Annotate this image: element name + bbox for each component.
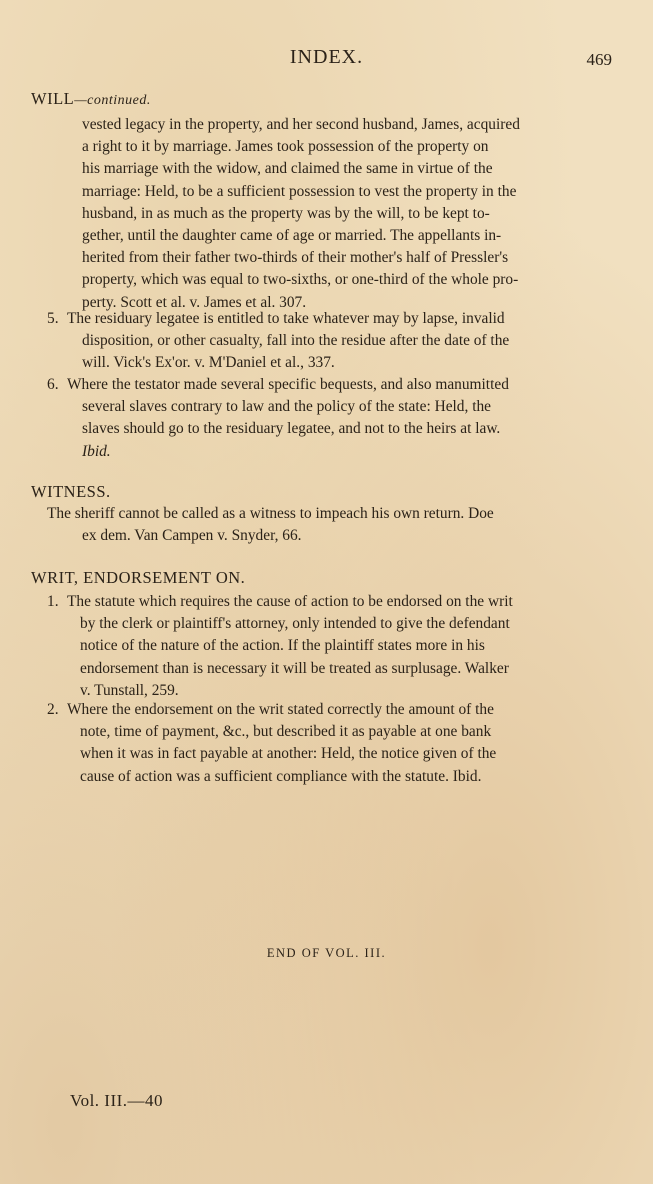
text-line: note, time of payment, &c., but described it as payable at one bank — [80, 723, 492, 741]
text-line: The sheriff cannot be called as a witness to impeach his own return. Doe — [47, 505, 494, 522]
page-header-title: INDEX. — [289, 46, 364, 68]
text-line: endorsement than is necessary it will be treated as surplusage. Walker — [80, 659, 509, 677]
section-heading-will — [31, 88, 151, 112]
text-line: herited from their father two-thirds of their mother's half of Pressler's — [82, 249, 509, 267]
text-line: Where the testator made several specific bequests, and also manumitted — [67, 376, 509, 393]
text-line: The statute which requires the cause of action to be endorsed on the writ — [67, 593, 513, 610]
page-number: 469 — [586, 50, 612, 69]
section-heading-witness: WITNESS. — [31, 482, 111, 501]
entry-number: 5. — [47, 310, 59, 327]
entry-number: 6. — [47, 376, 59, 393]
text-line: cause of action was a sufficient compliance with the statute. Ibid. — [80, 767, 482, 785]
text-line: will. Vick's Ex'or. v. M'Daniel et al., 337. — [82, 354, 335, 372]
text-line: v. Tunstall, 259. — [80, 681, 179, 699]
witness-entry — [47, 503, 613, 547]
text-line: a right to it by marriage. James took possession of the property on — [82, 138, 489, 156]
end-of-volume-note: END OF VOL. III. — [266, 946, 387, 960]
text-line: when it was in fact payable at another: Held, the notice given of the — [80, 745, 497, 763]
text-line: property, which was equal to two-sixths, or one-third of the whole pro- — [82, 271, 519, 289]
writ-entry-1 — [67, 591, 613, 702]
signature-mark: Vol. III.—40 — [70, 1091, 164, 1110]
text-line: The residuary legatee is entitled to take whatever may by lapse, invalid — [67, 310, 505, 327]
text-line: his marriage with the widow, and claimed the same in virtue of the — [82, 160, 493, 178]
writ-entry-2 — [67, 699, 613, 788]
text-line: notice of the nature of the action. If the plaintiff states more in his — [80, 637, 485, 655]
text-line: marriage: Held, to be a sufficient possession to vest the property in the — [82, 182, 517, 200]
will-heading-text: WILL — [31, 89, 75, 108]
text-line: slaves should go to the residuary legatee, and not to the heirs at law. — [82, 420, 501, 438]
will-continued-label: —continued. — [74, 93, 151, 108]
text-line: Ibid. — [82, 442, 111, 460]
text-line: husband, in as much as the property was by the will, to be kept to- — [82, 204, 490, 222]
text-line: gether, until the daughter came of age or married. The appellants in- — [82, 227, 502, 245]
text-line: ex dem. Van Campen v. Snyder, 66. — [82, 527, 302, 545]
text-line: Where the endorsement on the writ stated correctly the amount of the — [67, 701, 494, 718]
text-line: several slaves contrary to law and the policy of the state: Held, the — [82, 398, 491, 416]
text-line: vested legacy in the property, and her second husband, James, acquired — [82, 116, 520, 133]
entry-number: 2. — [47, 701, 59, 718]
section-heading-writ: WRIT, ENDORSEMENT ON. — [31, 568, 246, 587]
will-entry-6 — [67, 374, 613, 463]
entry-number: 1. — [47, 593, 59, 610]
text-line: perty. Scott et al. v. James et al. 307. — [82, 293, 307, 311]
will-entry-5 — [67, 308, 613, 375]
text-line: by the clerk or plaintiff's attorney, only intended to give the defendant — [80, 615, 510, 633]
will-continued-entry — [82, 114, 613, 314]
text-line: disposition, or other casualty, fall into the residue after the date of the — [82, 332, 510, 350]
